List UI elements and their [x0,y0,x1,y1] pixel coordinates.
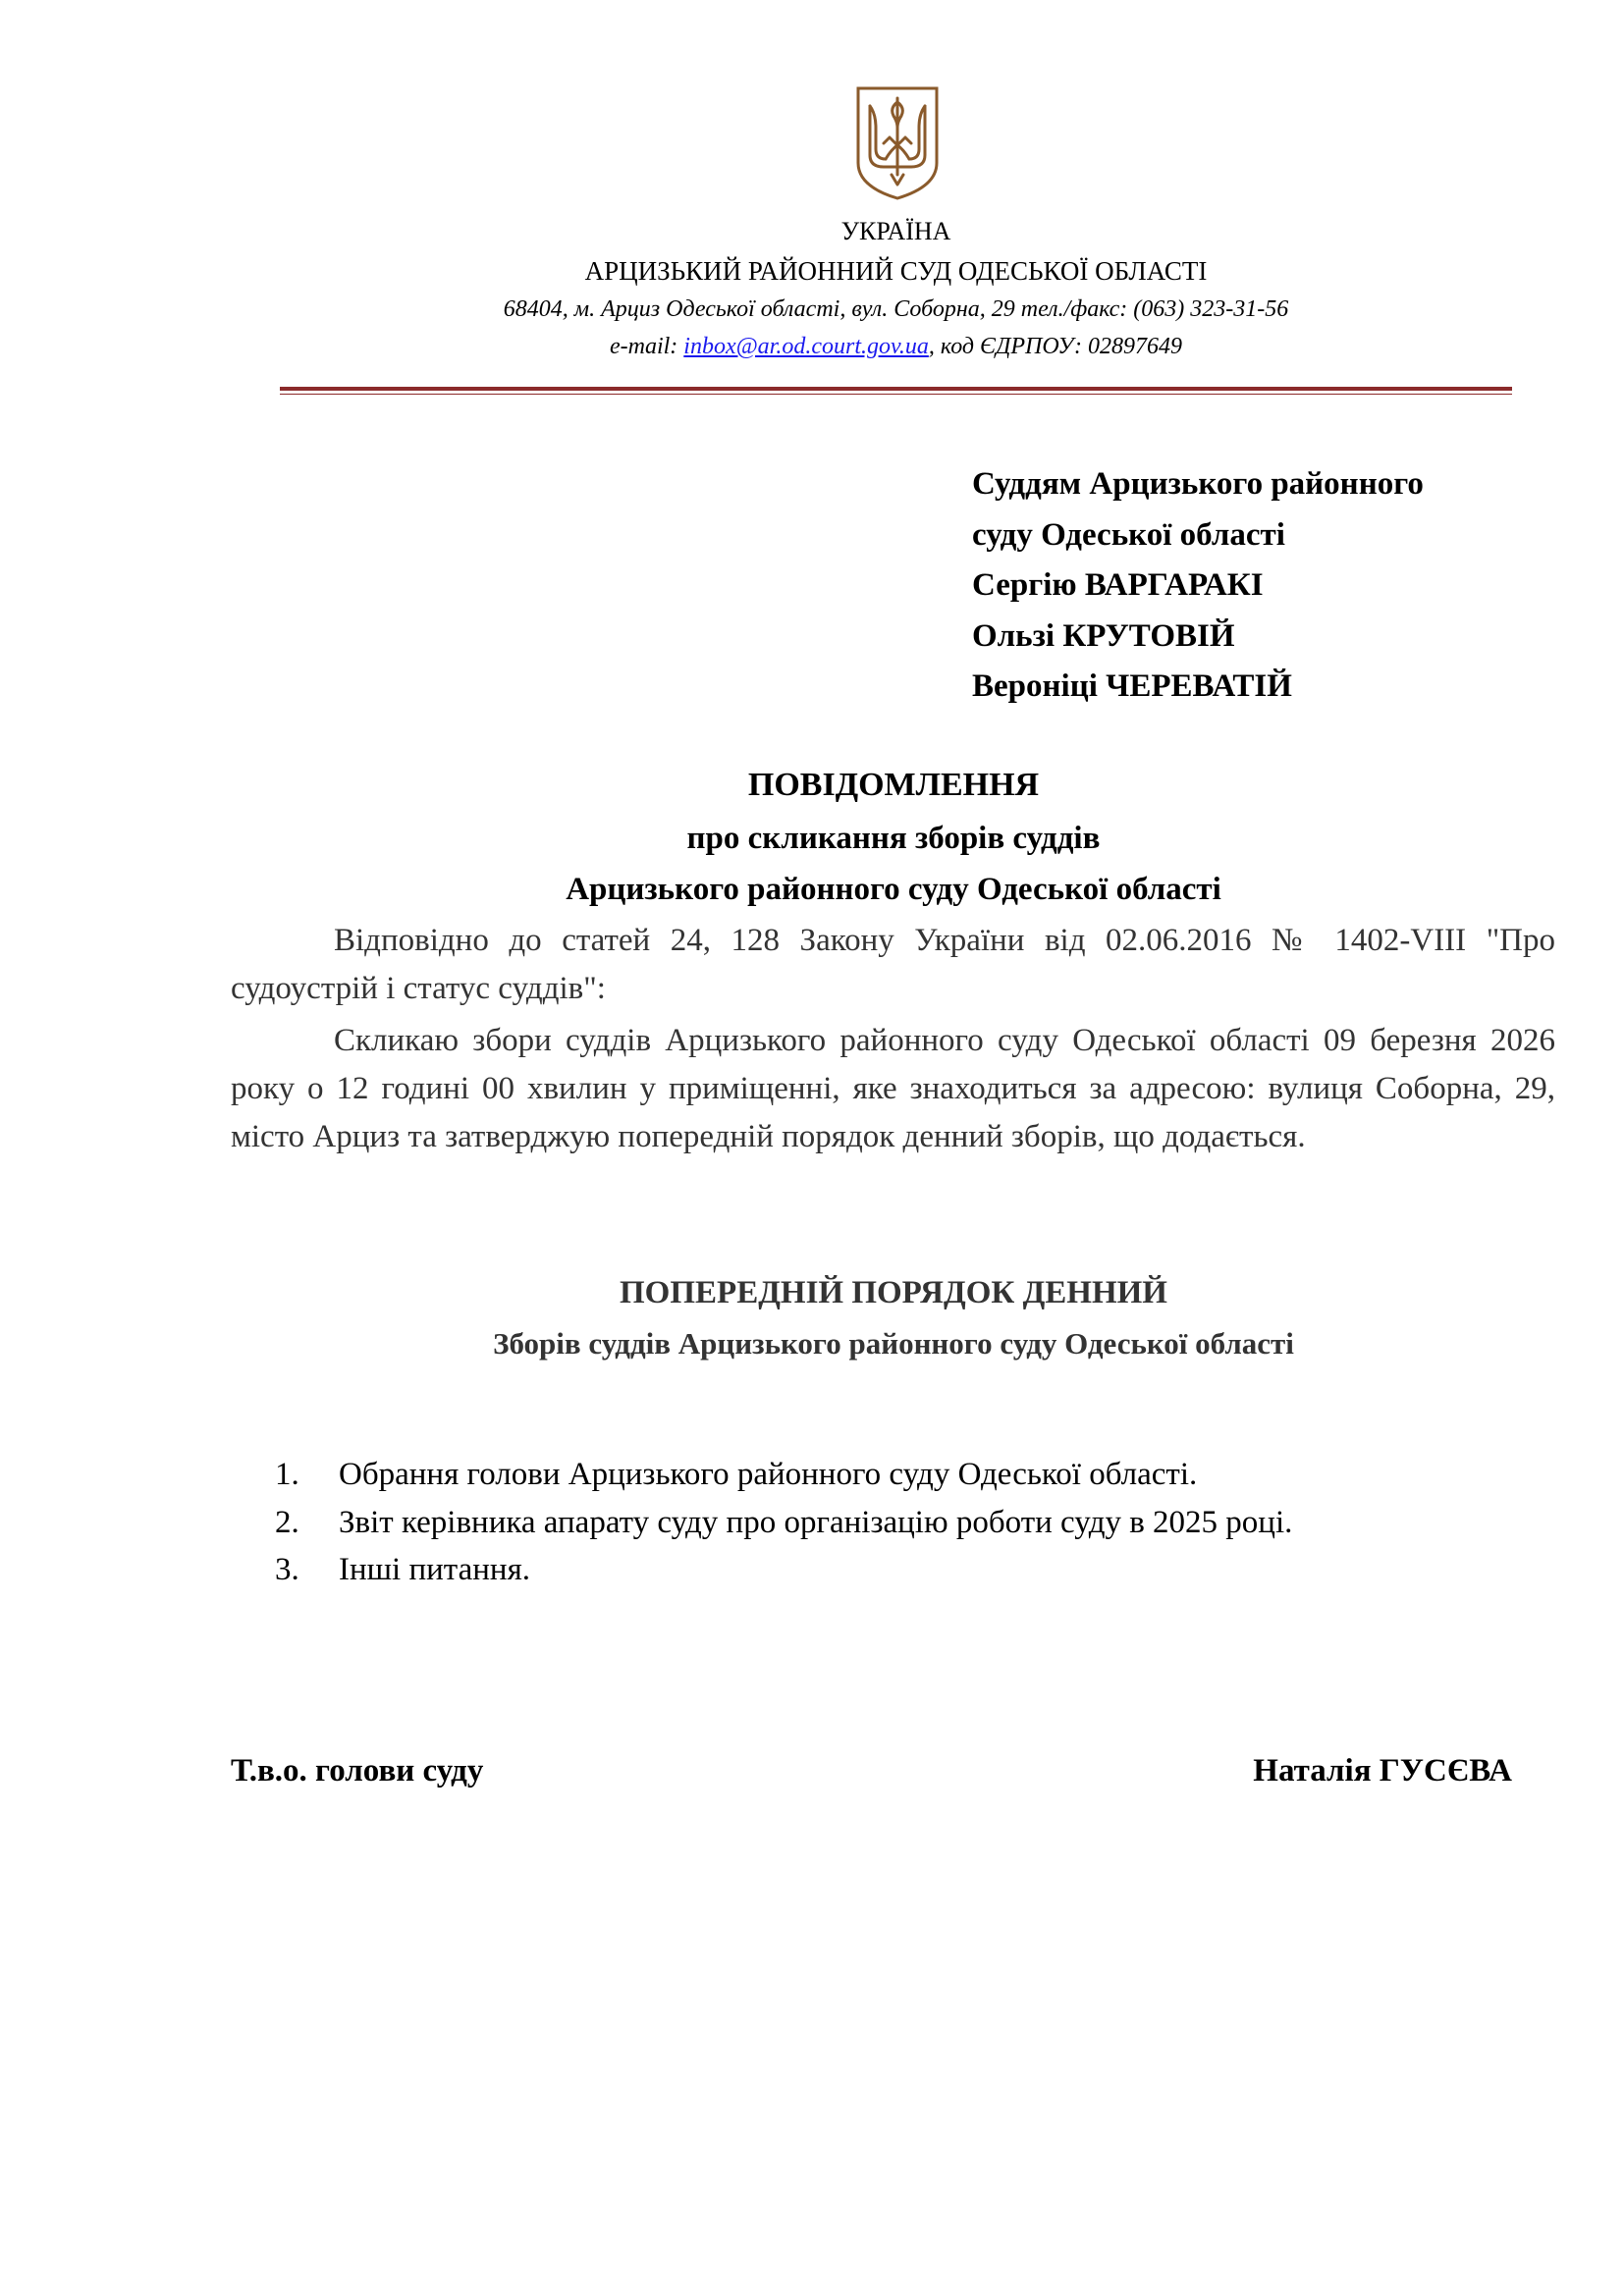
agenda-item-text: Звіт керівника апарату суду про організацію роботи суду в 2025 році. [339,1504,1293,1540]
letterhead-court-name: АРЦИЗЬКИЙ РАЙОННИЙ СУД ОДЕСЬКОЇ ОБЛАСТІ [584,256,1208,286]
notice-title: ПОВІДОМЛЕННЯ [747,767,1040,803]
letterhead-country: УКРАЇНА [840,217,951,245]
addressee-line: Суддям Арцизького районного [972,466,1424,502]
notice-subtitle: про скликання зборів суддів [686,821,1101,856]
email-label: e-mail: [609,334,684,359]
notice-paragraph [231,1017,1555,1161]
signatory-name: Наталія ГУСЄВА [1253,1753,1512,1789]
addressee-line: Сергію ВАРГАРАКІ [972,567,1264,603]
agenda-item [275,1451,1551,1499]
letterhead-contacts [280,332,1512,361]
letterhead-address: 68404, м. Арциз Одеської області, вул. Соборна, 29 тел./факс: (063) 323-31-56 [503,296,1289,322]
notice-paragraph-text: Скликаю збори суддів Арцизького районного суду Одеської області 09 березня 2026 року о 12 годині 00 хвилин у приміщенні, яке знаходиться за адресою: вулиця Соборна, 29, місто Арциз та затверджую попередній порядок денний зборів, що додається. [231,1023,1555,1154]
coat-of-arms-trident-icon [854,84,941,202]
addressee-line: суду Одеської області [972,516,1285,553]
agenda-item-text: Обрання голови Арцизького районного суду Одеської області. [339,1457,1198,1492]
letterhead-divider-thick [280,387,1512,391]
notice-subtitle: Арцизького районного суду Одеської області [566,872,1221,907]
notice-paragraph [231,917,1555,1013]
letterhead-divider-thin [280,394,1512,395]
addressee-block [972,459,1522,713]
agenda-item [275,1499,1551,1547]
agenda-item [275,1546,1551,1594]
signatory-position: Т.в.о. голови суду [231,1753,484,1789]
agenda-item-number: 1. [275,1457,299,1492]
email-link[interactable]: inbox@ar.od.court.gov.ua [683,334,929,359]
addressee-line: Ользі КРУТОВІЙ [972,617,1235,654]
agenda-title: ПОПЕРЕДНІЙ ПОРЯДОК ДЕННИЙ [620,1275,1167,1310]
notice-paragraph-text: Відповідно до статей 24, 128 Закону України від 02.06.2016 № 1402-VIII "Про судоустрій і статус суддів": [231,923,1555,1006]
addressee-line: Вероніці ЧЕРЕВАТІЙ [972,668,1292,704]
agenda-subtitle: Зборів суддів Арцизького районного суду Одеської області [493,1326,1294,1361]
agenda-item-number: 2. [275,1504,299,1540]
agenda-item-number: 3. [275,1552,299,1587]
agenda-item-text: Інші питання. [339,1552,531,1587]
agenda-list [275,1451,1551,1594]
edrpou-code: , код ЄДРПОУ: 02897649 [928,334,1183,359]
